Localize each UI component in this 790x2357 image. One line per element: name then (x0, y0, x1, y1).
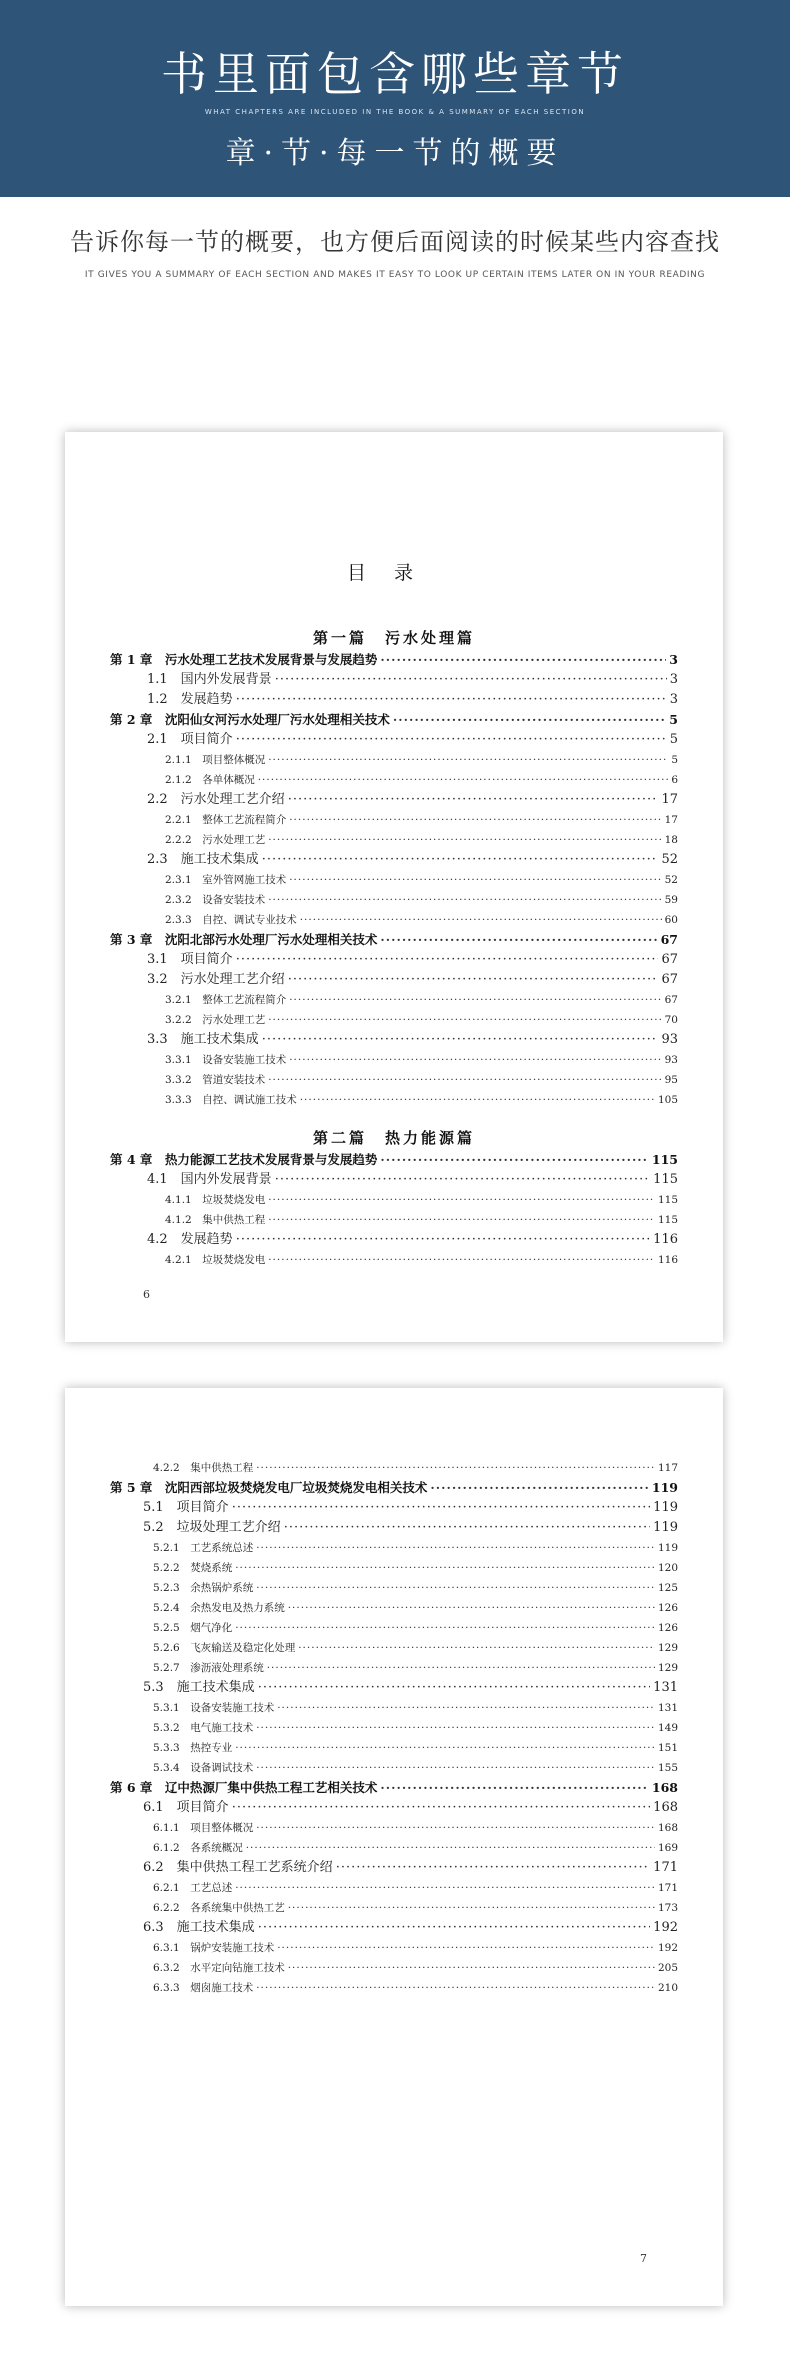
toc-entry-section[interactable] (143, 1798, 678, 1818)
toc-page-2 (65, 1388, 723, 2306)
dot-leader (256, 1818, 655, 1838)
toc-entry-page: 117 (657, 1462, 678, 1474)
toc-entry-title: 3.2.1 整体工艺流程简介 (165, 994, 287, 1006)
toc-entry-title: 2.2.2 污水处理工艺 (165, 834, 266, 846)
dot-leader (336, 1858, 650, 1878)
toc-entry-title: 5.3 施工技术集成 (143, 1680, 255, 1695)
toc-entry-page: 171 (653, 1860, 678, 1875)
toc-entry-title: 第 3 章 沈阳北部污水处理厂污水处理相关技术 (110, 932, 378, 947)
dot-leader (300, 1090, 655, 1110)
toc-entry-subsection[interactable] (165, 1070, 678, 1090)
toc-entry-title: 3.2 污水处理工艺介绍 (147, 972, 285, 987)
toc-entry-title: 3.1 项目简介 (147, 952, 233, 967)
toc-entry-section[interactable] (143, 1518, 678, 1538)
dot-leader (236, 1230, 650, 1250)
toc-entry-title: 3.3.1 设备安装施工技术 (165, 1054, 287, 1066)
toc-entry-subsection[interactable] (165, 1090, 678, 1110)
dot-leader (256, 1758, 655, 1778)
toc-entry-section[interactable] (147, 730, 678, 750)
dot-leader (268, 890, 661, 910)
toc-entry-title: 6.3.1 锅炉安装施工技术 (153, 1942, 275, 1954)
toc-entry-title: 2.3.3 自控、调试专业技术 (165, 914, 297, 926)
header-title-secondary: 章·节·每一节的概要 (225, 136, 565, 171)
dot-leader (268, 1190, 655, 1210)
toc-entry-title: 3.3.3 自控、调试施工技术 (165, 1094, 297, 1106)
dot-leader (430, 1478, 649, 1498)
dot-leader (289, 870, 661, 890)
toc-entry-title: 5.2 垃圾处理工艺介绍 (143, 1520, 281, 1535)
toc-entry-section[interactable] (147, 690, 678, 710)
toc-entry-chapter[interactable] (110, 1778, 678, 1798)
dot-leader (235, 1738, 655, 1758)
part-heading: 第一篇 污水处理篇 (312, 629, 475, 647)
toc-entry-title: 5.3.3 热控专业 (153, 1742, 233, 1754)
toc-entry-subsection[interactable] (153, 1538, 678, 1558)
toc-entry-page: 131 (653, 1680, 678, 1695)
page-number: 6 (143, 1288, 150, 1301)
dot-leader (258, 1678, 650, 1698)
dot-leader (380, 650, 666, 670)
dot-leader (236, 950, 659, 970)
dot-leader (235, 1618, 655, 1638)
dot-leader (298, 1638, 655, 1658)
toc-entry-section[interactable] (143, 1918, 678, 1938)
toc-entry-page: 116 (657, 1254, 678, 1266)
dot-leader (236, 690, 667, 710)
toc-entry-title: 6.3.3 烟囱施工技术 (153, 1982, 254, 1994)
toc-entry-subsection[interactable] (165, 810, 678, 830)
toc-entry-subsection[interactable] (165, 1050, 678, 1070)
toc-entry-section[interactable] (143, 1678, 678, 1698)
toc-entry-section[interactable] (147, 970, 678, 990)
dot-leader (380, 1150, 649, 1170)
toc-entry-title: 2.3.1 室外管网施工技术 (165, 874, 287, 886)
toc-entry-page: 149 (657, 1722, 678, 1734)
toc-entry-title: 5.3.1 设备安装施工技术 (153, 1702, 275, 1714)
toc-entry-subsection[interactable] (165, 1190, 678, 1210)
toc-entry-page: 70 (664, 1014, 678, 1026)
dot-leader (256, 1718, 655, 1738)
toc-entry-page: 67 (660, 932, 678, 947)
dot-leader (380, 930, 657, 950)
toc-entry-section[interactable] (143, 1498, 678, 1518)
toc-entry-subsection[interactable] (153, 1658, 678, 1678)
dot-leader (288, 790, 659, 810)
dot-leader (275, 1170, 650, 1190)
toc-entry-page: 126 (657, 1602, 678, 1614)
dot-leader (262, 1030, 659, 1050)
toc-entry-title: 5.2.3 余热锅炉系统 (153, 1582, 254, 1594)
toc-entry-title: 5.3.2 电气施工技术 (153, 1722, 254, 1734)
toc-entry-page: 129 (657, 1662, 678, 1674)
toc-entry-subsection[interactable] (153, 1758, 678, 1778)
toc-entry-page: 205 (657, 1962, 678, 1974)
toc-entry-title: 第 4 章 热力能源工艺技术发展背景与发展趋势 (110, 1152, 378, 1167)
dot-leader (236, 730, 667, 750)
toc-entry-page: 116 (653, 1232, 678, 1247)
dot-leader (289, 1050, 661, 1070)
toc-entry-title: 4.1.2 集中供热工程 (165, 1214, 266, 1226)
toc-entry-page: 115 (657, 1214, 678, 1226)
toc-entry-page: 93 (664, 1054, 678, 1066)
toc-entry-subsection[interactable] (153, 1938, 678, 1958)
toc-entry-section[interactable] (147, 1170, 678, 1190)
toc-entry-subsection[interactable] (153, 1838, 678, 1858)
toc-entry-title: 2.1.2 各单体概况 (165, 774, 255, 786)
dot-leader (258, 1918, 650, 1938)
toc-entry-title: 第 5 章 沈阳西部垃圾焚烧发电厂垃圾焚烧发电相关技术 (110, 1480, 428, 1495)
toc-entry-subsection[interactable] (153, 1578, 678, 1598)
dot-leader (288, 1958, 655, 1978)
toc-entry-page: 67 (661, 972, 678, 987)
dot-leader (277, 1698, 655, 1718)
toc-entry-subsection[interactable] (153, 1638, 678, 1658)
toc-entry-section[interactable] (143, 1858, 678, 1878)
toc-entry-title: 2.1 项目简介 (147, 732, 233, 747)
toc-entry-page: 3 (669, 672, 678, 687)
toc-entry-title: 4.1.1 垃圾焚烧发电 (165, 1194, 266, 1206)
toc-entry-page: 3 (669, 692, 678, 707)
toc-entry-title: 3.3 施工技术集成 (147, 1032, 259, 1047)
toc-entry-title: 1.2 发展趋势 (147, 692, 233, 707)
toc-entry-page: 17 (664, 814, 678, 826)
dot-leader (256, 1458, 655, 1478)
toc-entry-page: 95 (664, 1074, 678, 1086)
header-banner (0, 0, 790, 197)
dot-leader (288, 1598, 655, 1618)
toc-entry-page: 151 (657, 1742, 678, 1754)
toc-entry-title: 5.2.5 烟气净化 (153, 1622, 233, 1634)
header-title: 书里面包含哪些章节 (161, 47, 629, 101)
toc-entry-subsection[interactable] (153, 1698, 678, 1718)
dot-leader (288, 970, 659, 990)
toc-entry-page: 210 (657, 1982, 678, 1994)
toc-entry-title: 6.2.1 工艺总述 (153, 1882, 233, 1894)
toc-page-1 (65, 432, 723, 1342)
dot-leader (284, 1518, 650, 1538)
toc-entry-page: 52 (664, 874, 678, 886)
dot-leader (268, 1210, 655, 1230)
header-subtitle-en: WHAT CHAPTERS ARE INCLUDED IN THE BOOK & A SUMMARY OF EACH SECTION (204, 108, 586, 116)
toc-entry-page: 6 (671, 774, 678, 786)
dot-leader (232, 1798, 650, 1818)
toc-entry-page: 93 (661, 1032, 678, 1047)
toc-entry-title: 4.2.1 垃圾焚烧发电 (165, 1254, 266, 1266)
toc-entry-subsection[interactable] (165, 1010, 678, 1030)
dot-leader (277, 1938, 655, 1958)
dot-leader (262, 850, 659, 870)
toc-entry-title: 2.2.1 整体工艺流程简介 (165, 814, 287, 826)
toc-entry-section[interactable] (147, 1230, 678, 1250)
toc-entry-title: 5.3.4 设备调试技术 (153, 1762, 254, 1774)
toc-entry-title: 3.2.2 污水处理工艺 (165, 1014, 266, 1026)
toc-entry-page: 115 (651, 1152, 678, 1167)
toc-entry-page: 192 (657, 1942, 678, 1954)
dot-leader (235, 1878, 655, 1898)
dot-leader (256, 1538, 655, 1558)
toc-entry-subsection[interactable] (153, 1738, 678, 1758)
toc-entry-subsection[interactable] (165, 910, 678, 930)
toc-entry-subsection[interactable] (165, 870, 678, 890)
toc-entry-page: 67 (664, 994, 678, 1006)
toc-entry-page: 131 (657, 1702, 678, 1714)
toc-entry-subsection[interactable] (165, 1250, 678, 1270)
toc-entry-chapter[interactable] (110, 930, 678, 950)
toc-entry-page: 5 (669, 732, 678, 747)
toc-entry-section[interactable] (147, 670, 678, 690)
toc-entry-page: 173 (657, 1902, 678, 1914)
toc-entry-subsection[interactable] (153, 1898, 678, 1918)
toc-entry-subsection[interactable] (165, 890, 678, 910)
dot-leader (289, 990, 661, 1010)
toc-entry-title: 5.2.4 余热发电及热力系统 (153, 1602, 285, 1614)
toc-entry-subsection[interactable] (165, 770, 678, 790)
toc-title: 目录 (346, 562, 441, 584)
toc-entry-subsection[interactable] (153, 1718, 678, 1738)
page-number: 7 (640, 2252, 647, 2265)
toc-entry-page: 169 (657, 1842, 678, 1854)
toc-entry-title: 5.2.1 工艺系统总述 (153, 1542, 254, 1554)
toc-entry-title: 5.2.6 飞灰输送及稳定化处理 (153, 1642, 296, 1654)
dot-leader (380, 1778, 649, 1798)
toc-entry-subsection[interactable] (153, 1598, 678, 1618)
toc-entry-title: 6.3.2 水平定向钻施工技术 (153, 1962, 285, 1974)
toc-entry-chapter[interactable] (110, 710, 678, 730)
dot-leader (232, 1498, 650, 1518)
toc-entry-subsection[interactable] (153, 1458, 678, 1478)
toc-entry-page: 115 (653, 1172, 678, 1187)
toc-entry-title: 6.3 施工技术集成 (143, 1920, 255, 1935)
toc-entry-title: 第 6 章 辽中热源厂集中供热工程工艺相关技术 (110, 1780, 378, 1795)
toc-entry-page: 171 (657, 1882, 678, 1894)
toc-entry-section[interactable] (147, 790, 678, 810)
toc-entry-subsection[interactable] (165, 830, 678, 850)
toc-entry-title: 2.2 污水处理工艺介绍 (147, 792, 285, 807)
dot-leader (268, 830, 661, 850)
toc-entry-chapter[interactable] (110, 1478, 678, 1498)
toc-entry-page: 105 (657, 1094, 678, 1106)
toc-entry-page: 52 (661, 852, 678, 867)
intro-text-cn: 告诉你每一节的概要，也方便后面阅读的时候某些内容查找 (70, 228, 720, 256)
toc-entry-title: 6.2.2 各系统集中供热工艺 (153, 1902, 285, 1914)
toc-entry-subsection[interactable] (165, 990, 678, 1010)
part-heading: 第二篇 热力能源篇 (312, 1129, 475, 1147)
toc-entry-title: 2.3.2 设备安装技术 (165, 894, 266, 906)
toc-entry-page: 5 (671, 754, 678, 766)
toc-entry-page: 119 (657, 1542, 678, 1554)
toc-entry-page: 120 (657, 1562, 678, 1574)
dot-leader (267, 1658, 655, 1678)
toc-entry-title: 4.2.2 集中供热工程 (153, 1462, 254, 1474)
dot-leader (268, 1250, 655, 1270)
toc-entry-page: 125 (657, 1582, 678, 1594)
toc-entry-title: 4.2 发展趋势 (147, 1232, 233, 1247)
dot-leader (268, 750, 668, 770)
toc-entry-page: 115 (657, 1194, 678, 1206)
toc-entry-page: 168 (651, 1780, 678, 1795)
toc-entry-title: 第 1 章 污水处理工艺技术发展背景与发展趋势 (110, 652, 378, 667)
toc-entry-page: 3 (669, 652, 678, 667)
toc-entry-page: 18 (664, 834, 678, 846)
toc-entry-chapter[interactable] (110, 1150, 678, 1170)
toc-entry-title: 3.3.2 管道安装技术 (165, 1074, 266, 1086)
dot-leader (268, 1010, 661, 1030)
toc-entry-page: 192 (653, 1920, 678, 1935)
toc-entry-page: 119 (653, 1520, 678, 1535)
toc-entry-page: 119 (651, 1480, 678, 1495)
toc-entry-title: 5.2.7 渗沥液处理系统 (153, 1662, 264, 1674)
dot-leader (268, 1070, 661, 1090)
toc-entry-subsection[interactable] (153, 1958, 678, 1978)
toc-entry-page: 5 (669, 712, 678, 727)
toc-entry-title: 第 2 章 沈阳仙女河污水处理厂污水处理相关技术 (110, 712, 390, 727)
toc-entry-page: 119 (653, 1500, 678, 1515)
dot-leader (300, 910, 662, 930)
dot-leader (288, 1898, 655, 1918)
toc-entry-subsection[interactable] (153, 1558, 678, 1578)
toc-entry-page: 59 (664, 894, 678, 906)
toc-entry-page: 17 (661, 792, 678, 807)
toc-entry-title: 4.1 国内外发展背景 (147, 1172, 272, 1187)
toc-entry-title: 2.1.1 项目整体概况 (165, 754, 266, 766)
dot-leader (256, 1978, 655, 1998)
toc-entry-page: 168 (657, 1822, 678, 1834)
toc-entry-page: 126 (657, 1622, 678, 1634)
toc-entry-title: 2.3 施工技术集成 (147, 852, 259, 867)
toc-entry-subsection[interactable] (153, 1818, 678, 1838)
dot-leader (258, 770, 669, 790)
toc-entry-title: 5.1 项目简介 (143, 1500, 229, 1515)
toc-entry-subsection[interactable] (153, 1878, 678, 1898)
toc-entry-title: 6.1.2 各系统概况 (153, 1842, 243, 1854)
intro-text-en: IT GIVES YOU A SUMMARY OF EACH SECTION AND MAKES IT EASY TO LOOK UP CERTAIN ITEMS LATER ON IN YOUR READING (84, 270, 706, 280)
dot-leader (393, 710, 666, 730)
toc-entry-title: 1.1 国内外发展背景 (147, 672, 272, 687)
toc-entry-page: 129 (657, 1642, 678, 1654)
dot-leader (246, 1838, 655, 1858)
toc-entry-section[interactable] (147, 1030, 678, 1050)
toc-entry-subsection[interactable] (153, 1978, 678, 1998)
dot-leader (275, 670, 667, 690)
toc-entry-title: 6.2 集中供热工程工艺系统介绍 (143, 1860, 333, 1875)
dot-leader (289, 810, 661, 830)
dot-leader (256, 1578, 655, 1598)
toc-entry-page: 155 (657, 1762, 678, 1774)
toc-entry-title: 5.2.2 焚烧系统 (153, 1562, 233, 1574)
toc-entry-page: 60 (664, 914, 678, 926)
toc-entry-title: 6.1 项目简介 (143, 1800, 229, 1815)
toc-entry-subsection[interactable] (165, 1210, 678, 1230)
toc-entry-subsection[interactable] (165, 750, 678, 770)
toc-entry-section[interactable] (147, 950, 678, 970)
dot-leader (235, 1558, 655, 1578)
toc-entry-page: 67 (661, 952, 678, 967)
toc-entry-subsection[interactable] (153, 1618, 678, 1638)
toc-entry-page: 168 (653, 1800, 678, 1815)
toc-entry-title: 6.1.1 项目整体概况 (153, 1822, 254, 1834)
toc-entry-section[interactable] (147, 850, 678, 870)
toc-entry-chapter[interactable] (110, 650, 678, 670)
